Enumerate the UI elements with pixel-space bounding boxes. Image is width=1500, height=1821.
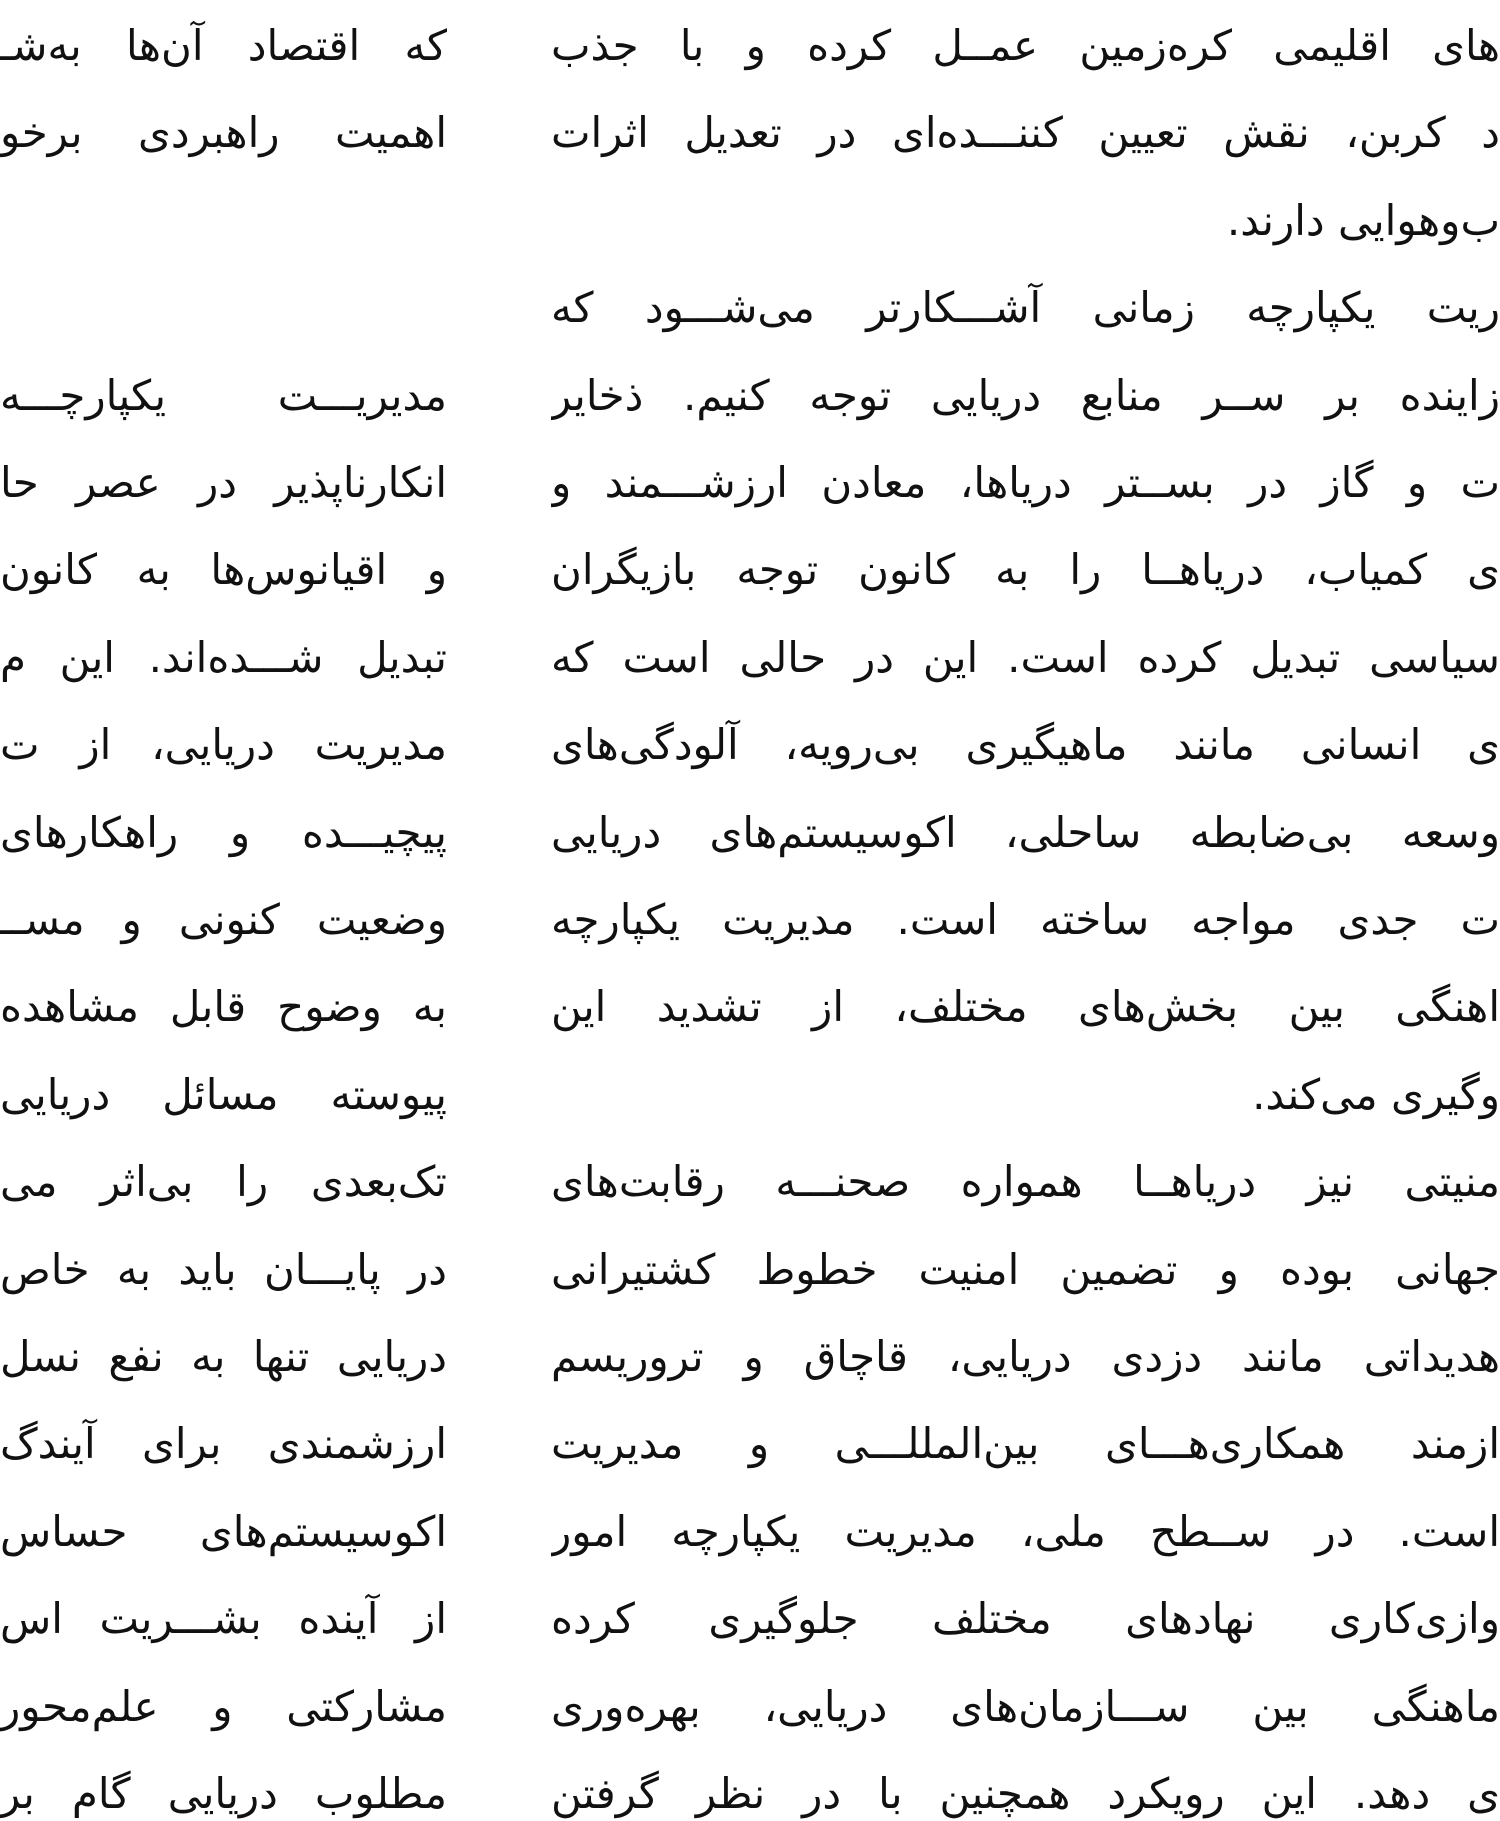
- right-column-line: منیتی نیز دریاهــا همواره صحنـــه رقابت‌های: [551, 1157, 1500, 1207]
- left-column-line: از آینده بشـــریت اس: [0, 1594, 447, 1644]
- left-column-line: پیوسته مسائل دریایی: [0, 1069, 447, 1119]
- left-column-line: که اقتصاد آن‌ها به‌شـ: [0, 21, 447, 70]
- left-column-line: ارزشمندی برای آیندگ: [0, 1419, 447, 1469]
- left-column-line: تک‌بعدی را بی‌اثر می‌: [0, 1157, 447, 1207]
- left-column-line: مدیریـــت یکپارچـــه: [0, 370, 447, 420]
- right-column-line: ازمند همکاری‌هـــای بین‌المللـــی و مدیریت: [551, 1419, 1500, 1469]
- left-column-line: تبدیل شـــده‌اند. این م: [0, 632, 447, 682]
- right-column-line: سیاسی تبدیل کرده است. این در حالی است که: [551, 632, 1500, 682]
- right-column-line: ماهنگی بین ســـازمان‌های دریایی، بهره‌وری: [551, 1681, 1500, 1731]
- right-column-line: ب‌وهوایی دارند.: [1226, 195, 1500, 245]
- right-column-line: وازی‌کاری نهادهای مختلف جلوگیری کرده: [551, 1594, 1500, 1644]
- left-column-line: دریایی تنها به نفع نسل: [0, 1332, 447, 1381]
- left-text-column: [0, 0, 447, 1821]
- left-column-line: پیچیـــده و راهکارهای: [0, 807, 447, 857]
- right-column-line: وسعه بی‌ضابطه ساحلی، اکوسیستم‌های دریایی: [551, 807, 1500, 857]
- right-column-line: ی کمیاب، دریاهــا را به کانون توجه بازیگران: [551, 545, 1500, 595]
- left-column-line: مدیریت دریایی، از ت: [0, 720, 447, 770]
- left-column-line: در پایـــان باید به خاص: [0, 1244, 447, 1294]
- right-column-line: ی دهد. این رویکرد همچنین با در نظر گرفتن: [551, 1769, 1500, 1818]
- right-column-line: جهانی بوده و تضمین امنیت خطوط کشتیرانی: [551, 1244, 1500, 1294]
- right-column-line: ریت یکپارچه زمانی آشـــکارتر می‌شـــود که: [551, 283, 1500, 333]
- right-column-line: اهنگی بین بخش‌های مختلف، از تشدید این: [551, 982, 1500, 1032]
- right-text-column: [551, 0, 1500, 1821]
- left-column-line: اکوسیستم‌های حساس: [0, 1506, 447, 1556]
- right-column-line: ت و گاز در بســتر دریاها، معادن ارزشـــمند و: [551, 458, 1500, 507]
- left-column-line: به وضوح قابل مشاهده: [0, 982, 447, 1032]
- left-column-line: انکارناپذیر در عصر حا: [0, 458, 447, 507]
- left-column-line: و اقیانوس‌ها به کانون: [0, 545, 447, 595]
- right-column-line: است. در ســطح ملی، مدیریت یکپارچه امور: [551, 1506, 1500, 1556]
- right-column-line: ت جدی مواجه ساخته است. مدیریت یکپارچه: [551, 895, 1500, 944]
- right-column-line: ی انسانی مانند ماهیگیری بی‌رویه، آلودگی‌های: [551, 720, 1500, 770]
- right-column-line: هدیداتی مانند دزدی دریایی، قاچاق و تروریسم: [551, 1332, 1500, 1381]
- left-column-line: وضعیت کنونی و مســ: [0, 895, 447, 944]
- left-column-line: مشارکتی و علم‌محور: [0, 1681, 447, 1731]
- right-column-line: د کربن، نقش تعیین کننـــده‌ای در تعدیل اثرات: [551, 108, 1500, 158]
- right-column-line: زاینده بر ســر منابع دریایی توجه کنیم. ذخایر: [551, 370, 1500, 420]
- right-column-line: وگیری می‌کند.: [1252, 1069, 1500, 1119]
- left-column-line: اهمیت راهبردی برخو: [0, 108, 447, 158]
- left-column-line: مطلوب دریایی گام بر: [0, 1769, 447, 1818]
- right-column-line: های اقلیمی کره‌زمین عمــل کرده و با جذب: [551, 21, 1500, 70]
